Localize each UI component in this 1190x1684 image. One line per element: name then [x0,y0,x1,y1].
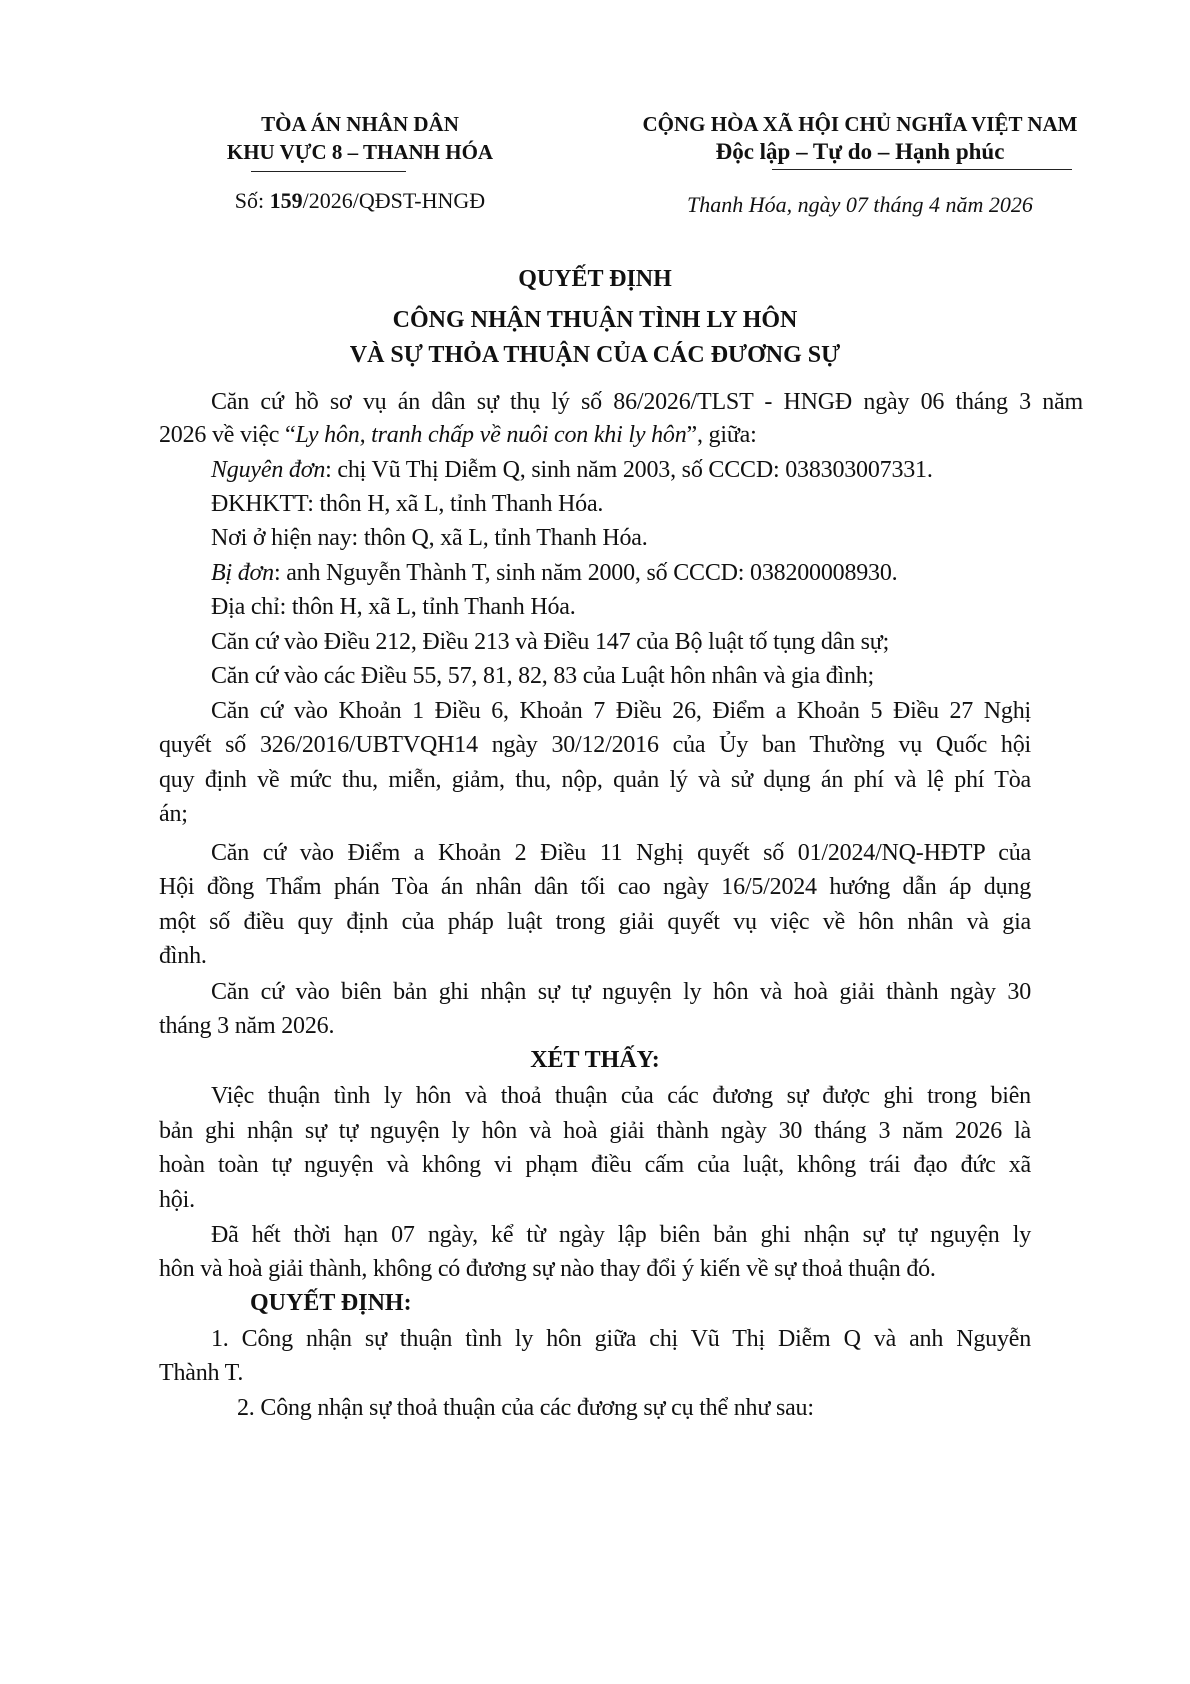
case-basis-line2 [159,422,757,449]
legal-basis-4-line1: Căn cứ vào Điểm a Khoản 2 Điều 11 Nghị quyết số 01/2024/NQ-HĐTP của [211,840,1031,866]
legal-basis-5-line1: Căn cứ vào biên bản ghi nhận sự tự nguyện ly hôn và hoà giải thành ngày 30 [211,979,1031,1005]
defendant-line [211,560,897,587]
plaintiff-line [211,457,933,484]
legal-basis-4-line3: một số điều quy định của pháp luật trong giải quyết vụ việc về hôn nhân và gia [159,909,1031,935]
decision-number-suffix: /2026/QĐST-HNGĐ [302,188,486,213]
court-name: TÒA ÁN NHÂN DÂN [261,112,459,136]
place-date: Thanh Hóa, ngày 07 tháng 4 năm 2026 [687,192,1033,217]
findings-p2-line2: hôn và hoà giải thành, không có đương sự nào thay đổi ý kiến về sự thoả thuận đó. [159,1256,936,1282]
defendant-info: : anh Nguyễn Thành T, sinh năm 2000, số CCCD: 038200008930. [273,560,898,586]
legal-basis-3-line3: quy định về mức thu, miễn, giảm, thu, nộp, quản lý và sử dụng án phí và lệ phí Tòa [159,767,1031,793]
court-region: KHU VỰC 8 – THANH HÓA [226,140,494,164]
doc-subtitle-2: VÀ SỰ THỎA THUẬN CỦA CÁC ĐƯƠNG SỰ [349,342,841,368]
case-type: Ly hôn, tranh chấp về nuôi con khi ly hôn [295,422,687,448]
decision-item-2: 2. Công nhận sự thoả thuận của các đương sự cụ thể như sau: [237,1395,814,1421]
findings-p2-line1: Đã hết thời hạn 07 ngày, kể từ ngày lập biên bản ghi nhận sự tự nguyện ly [211,1222,1031,1248]
findings-p1-line4: hội. [159,1187,195,1213]
case-basis-text: 2026 về việc “ [159,422,296,448]
legal-basis-4-line2: Hội đồng Thẩm phán Tòa án nhân dân tối cao ngày 16/5/2024 hướng dẫn áp dụng [159,874,1031,900]
decision-number-value: 159 [269,188,303,213]
decision-heading: QUYẾT ĐỊNH: [250,1290,412,1316]
plaintiff-registered-address: ĐKHKTT: thôn H, xã L, tỉnh Thanh Hóa. [211,491,604,517]
plaintiff-current-address: Nơi ở hiện nay: thôn Q, xã L, tỉnh Thanh Hóa. [211,525,648,551]
defendant-label: Bị đơn [211,560,274,586]
findings-p1-line1: Việc thuận tình ly hôn và thoả thuận của các đương sự được ghi trong biên [211,1083,1031,1109]
decision-number [160,188,560,214]
findings-p1-line3: hoàn toàn tự nguyện và không vi phạm điều cấm của luật, không trái đạo đức xã [159,1152,1031,1178]
decision-item-1-line2: Thành T. [159,1360,244,1386]
findings-p1-line2: bản ghi nhận sự tự nguyện ly hôn và hoà giải thành ngày 30 tháng 3 năm 2026 là [159,1118,1031,1144]
plaintiff-info: : chị Vũ Thị Diễm Q, sinh năm 2003, số CCCD: 038303007331. [325,457,933,483]
case-basis-text-end: ”, giữa: [686,422,757,448]
nation-name: CỘNG HÒA XÃ HỘI CHỦ NGHĨA VIỆT NAM [642,112,1078,136]
motto-underline [772,169,1072,170]
decision-number-prefix: Số: [234,188,270,213]
case-basis-line1: Căn cứ hồ sơ vụ án dân sự thụ lý số 86/2026/TLST - HNGĐ ngày 06 tháng 3 năm [211,389,1083,415]
legal-basis-3-line1: Căn cứ vào Khoản 1 Điều 6, Khoản 7 Điều 26, Điểm a Khoản 5 Điều 27 Nghị [211,698,1031,724]
defendant-address: Địa chỉ: thôn H, xã L, tỉnh Thanh Hóa. [211,594,576,620]
legal-basis-1: Căn cứ vào Điều 212, Điều 213 và Điều 147 của Bộ luật tố tụng dân sự; [211,629,890,655]
legal-basis-3-line4: án; [159,801,188,827]
legal-basis-5-line2: tháng 3 năm 2026. [159,1013,335,1039]
plaintiff-label: Nguyên đơn [211,457,326,483]
legal-basis-2: Căn cứ vào các Điều 55, 57, 81, 82, 83 của Luật hôn nhân và gia đình; [211,663,875,689]
findings-heading: XÉT THẤY: [530,1047,660,1073]
decision-item-1-line1: 1. Công nhận sự thuận tình ly hôn giữa chị Vũ Thị Diễm Q và anh Nguyễn [211,1326,1031,1352]
nation-motto: Độc lập – Tự do – Hạnh phúc [715,139,1005,164]
doc-title: QUYẾT ĐỊNH [518,266,672,292]
legal-basis-4-line4: đình. [159,943,207,969]
doc-subtitle-1: CÔNG NHẬN THUẬN TÌNH LY HÔN [392,307,798,333]
legal-basis-3-line2: quyết số 326/2016/UBTVQH14 ngày 30/12/2016 của Ủy ban Thường vụ Quốc hội [159,732,1031,758]
court-underline [251,171,406,172]
